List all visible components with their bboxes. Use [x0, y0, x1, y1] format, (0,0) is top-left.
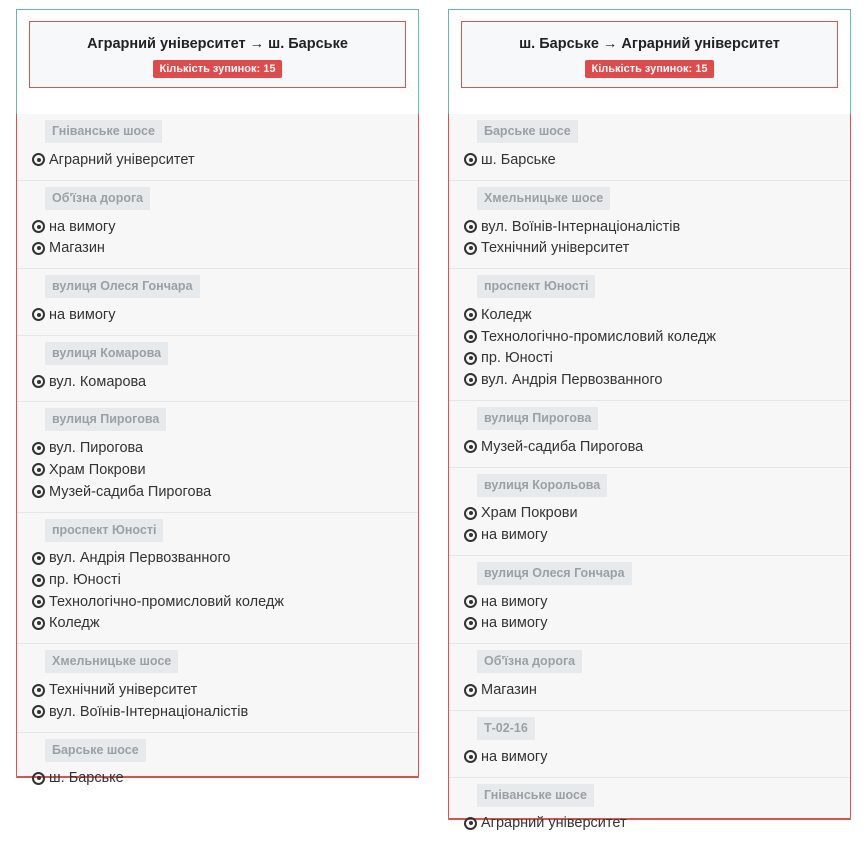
dot-circle-icon	[32, 463, 45, 476]
route-panel-return	[448, 9, 851, 832]
stop-name: Магазин	[481, 682, 537, 699]
stops-count-badge: Кількість зупинок: 15	[153, 60, 283, 78]
street-label: Барське шосе	[45, 739, 146, 762]
dot-circle-icon	[464, 220, 477, 233]
dot-circle-icon	[464, 308, 477, 321]
stop-item	[32, 701, 418, 723]
street-label: вулиця Комарова	[45, 342, 168, 365]
stop-name: на вимогу	[49, 218, 116, 235]
dot-circle-icon	[32, 375, 45, 388]
stop-name: Магазин	[49, 240, 105, 257]
street-segment	[17, 336, 418, 403]
stop-item	[464, 304, 850, 326]
dot-circle-icon	[32, 442, 45, 455]
street-label: вулиця Пирогова	[45, 408, 166, 431]
dot-circle-icon	[32, 153, 45, 166]
dot-circle-icon	[32, 772, 45, 785]
dot-circle-icon	[464, 817, 477, 830]
street-segment	[449, 269, 850, 401]
street-segment	[449, 778, 850, 843]
street-segment	[17, 733, 418, 799]
stop-name: на вимогу	[481, 615, 548, 632]
street-segment	[449, 644, 850, 711]
dot-circle-icon	[464, 153, 477, 166]
stop-name: Храм Покрови	[481, 505, 578, 522]
stop-item	[464, 613, 850, 635]
stop-item	[464, 503, 850, 525]
stop-name: вул. Андрія Первозванного	[481, 371, 663, 388]
route-segments	[448, 114, 851, 832]
street-segment	[17, 114, 418, 181]
dot-circle-icon	[32, 595, 45, 608]
stop-name: Музей-садиба Пирогова	[49, 483, 212, 500]
stop-item	[32, 613, 418, 635]
street-label: проспект Юності	[477, 275, 595, 298]
dot-circle-icon	[464, 373, 477, 386]
dot-circle-icon	[464, 529, 477, 542]
stop-item	[32, 548, 418, 570]
street-label: вулиця Олеся Гончара	[477, 562, 632, 585]
street-segment	[449, 181, 850, 269]
street-segment	[449, 556, 850, 644]
route-segments	[16, 114, 419, 787]
stop-name: Коледж	[49, 615, 100, 632]
stop-item	[464, 326, 850, 348]
street-segment	[17, 181, 418, 269]
stop-item	[32, 149, 418, 171]
stop-name: Коледж	[481, 306, 532, 323]
stop-item	[464, 679, 850, 701]
stop-item	[32, 569, 418, 591]
stop-item	[32, 459, 418, 481]
stop-item	[32, 437, 418, 459]
street-label: вулиця Пирогова	[477, 407, 598, 430]
dot-circle-icon	[32, 705, 45, 718]
stop-item	[464, 436, 850, 458]
stop-item	[464, 813, 850, 835]
street-label: Т-02-16	[477, 717, 535, 740]
route-title: ш. Барське → Аграрний університет	[519, 36, 780, 52]
stop-name: вул. Воїнів-Інтернаціоналістів	[49, 703, 249, 720]
stop-name: Технічний університет	[49, 682, 198, 699]
street-label: Хмельницьке шосе	[477, 187, 610, 210]
stop-name: ш. Барське	[49, 770, 124, 787]
dot-circle-icon	[464, 352, 477, 365]
street-label: Гніванське шосе	[477, 784, 594, 807]
dot-circle-icon	[32, 220, 45, 233]
dot-circle-icon	[32, 552, 45, 565]
street-label: вулиця Корольова	[477, 474, 607, 497]
stops-count-badge: Кількість зупинок: 15	[585, 60, 715, 78]
dot-circle-icon	[464, 617, 477, 630]
stop-name: Технологічно-промисловий коледж	[481, 328, 716, 345]
street-label: Об'їзна дорога	[477, 650, 582, 673]
stop-item	[32, 237, 418, 259]
street-segment	[17, 402, 418, 512]
dot-circle-icon	[464, 440, 477, 453]
stop-name: Аграрний університет	[481, 815, 627, 832]
route-panel-forward	[16, 9, 419, 787]
dot-circle-icon	[32, 242, 45, 255]
stop-name: Технічний університет	[481, 240, 630, 257]
street-segment	[17, 269, 418, 336]
street-label: проспект Юності	[45, 519, 163, 542]
street-segment	[17, 644, 418, 732]
route-header	[461, 21, 838, 88]
street-label: Барське шосе	[477, 120, 578, 143]
stop-name: пр. Юності	[49, 572, 121, 589]
stop-name: пр. Юності	[481, 350, 553, 367]
stop-item	[32, 481, 418, 503]
stop-item	[464, 149, 850, 171]
stop-name: Технологічно-промисловий коледж	[49, 593, 284, 610]
stop-name: вул. Комарова	[49, 373, 147, 390]
stop-item	[464, 746, 850, 768]
stop-item	[464, 591, 850, 613]
dot-circle-icon	[464, 750, 477, 763]
stop-name: ш. Барське	[481, 151, 556, 168]
street-label: Хмельницьке шосе	[45, 650, 178, 673]
route-title: Аграрний університет → ш. Барське	[87, 36, 348, 52]
route-header	[29, 21, 406, 88]
stop-name: вул. Пирогова	[49, 440, 144, 457]
stop-name: Аграрний університет	[49, 151, 195, 168]
dot-circle-icon	[464, 330, 477, 343]
dot-circle-icon	[464, 242, 477, 255]
stop-name: на вимогу	[49, 306, 116, 323]
stop-name: вул. Воїнів-Інтернаціоналістів	[481, 218, 681, 235]
stop-name: на вимогу	[481, 593, 548, 610]
dot-circle-icon	[32, 684, 45, 697]
dot-circle-icon	[32, 617, 45, 630]
dot-circle-icon	[464, 684, 477, 697]
stop-item	[32, 216, 418, 238]
stop-item	[464, 347, 850, 369]
stop-item	[32, 371, 418, 393]
dot-circle-icon	[464, 595, 477, 608]
stop-item	[32, 679, 418, 701]
stop-item	[464, 237, 850, 259]
stop-name: вул. Андрія Первозванного	[49, 550, 231, 567]
stop-name: Музей-садиба Пирогова	[481, 438, 644, 455]
stop-item	[32, 768, 418, 790]
street-label: Об'їзна дорога	[45, 187, 150, 210]
dot-circle-icon	[32, 485, 45, 498]
stop-item	[32, 304, 418, 326]
stop-item	[464, 369, 850, 391]
stop-item	[32, 591, 418, 613]
street-segment	[449, 468, 850, 556]
stop-name: на вимогу	[481, 748, 548, 765]
stop-name: на вимогу	[481, 527, 548, 544]
dot-circle-icon	[32, 308, 45, 321]
street-segment	[449, 114, 850, 181]
street-segment	[449, 711, 850, 778]
street-segment	[17, 513, 418, 645]
street-label: вулиця Олеся Гончара	[45, 275, 200, 298]
dot-circle-icon	[32, 574, 45, 587]
dot-circle-icon	[464, 507, 477, 520]
stop-name: Храм Покрови	[49, 461, 146, 478]
street-segment	[449, 401, 850, 468]
stop-item	[464, 524, 850, 546]
street-label: Гніванське шосе	[45, 120, 162, 143]
stop-item	[464, 216, 850, 238]
